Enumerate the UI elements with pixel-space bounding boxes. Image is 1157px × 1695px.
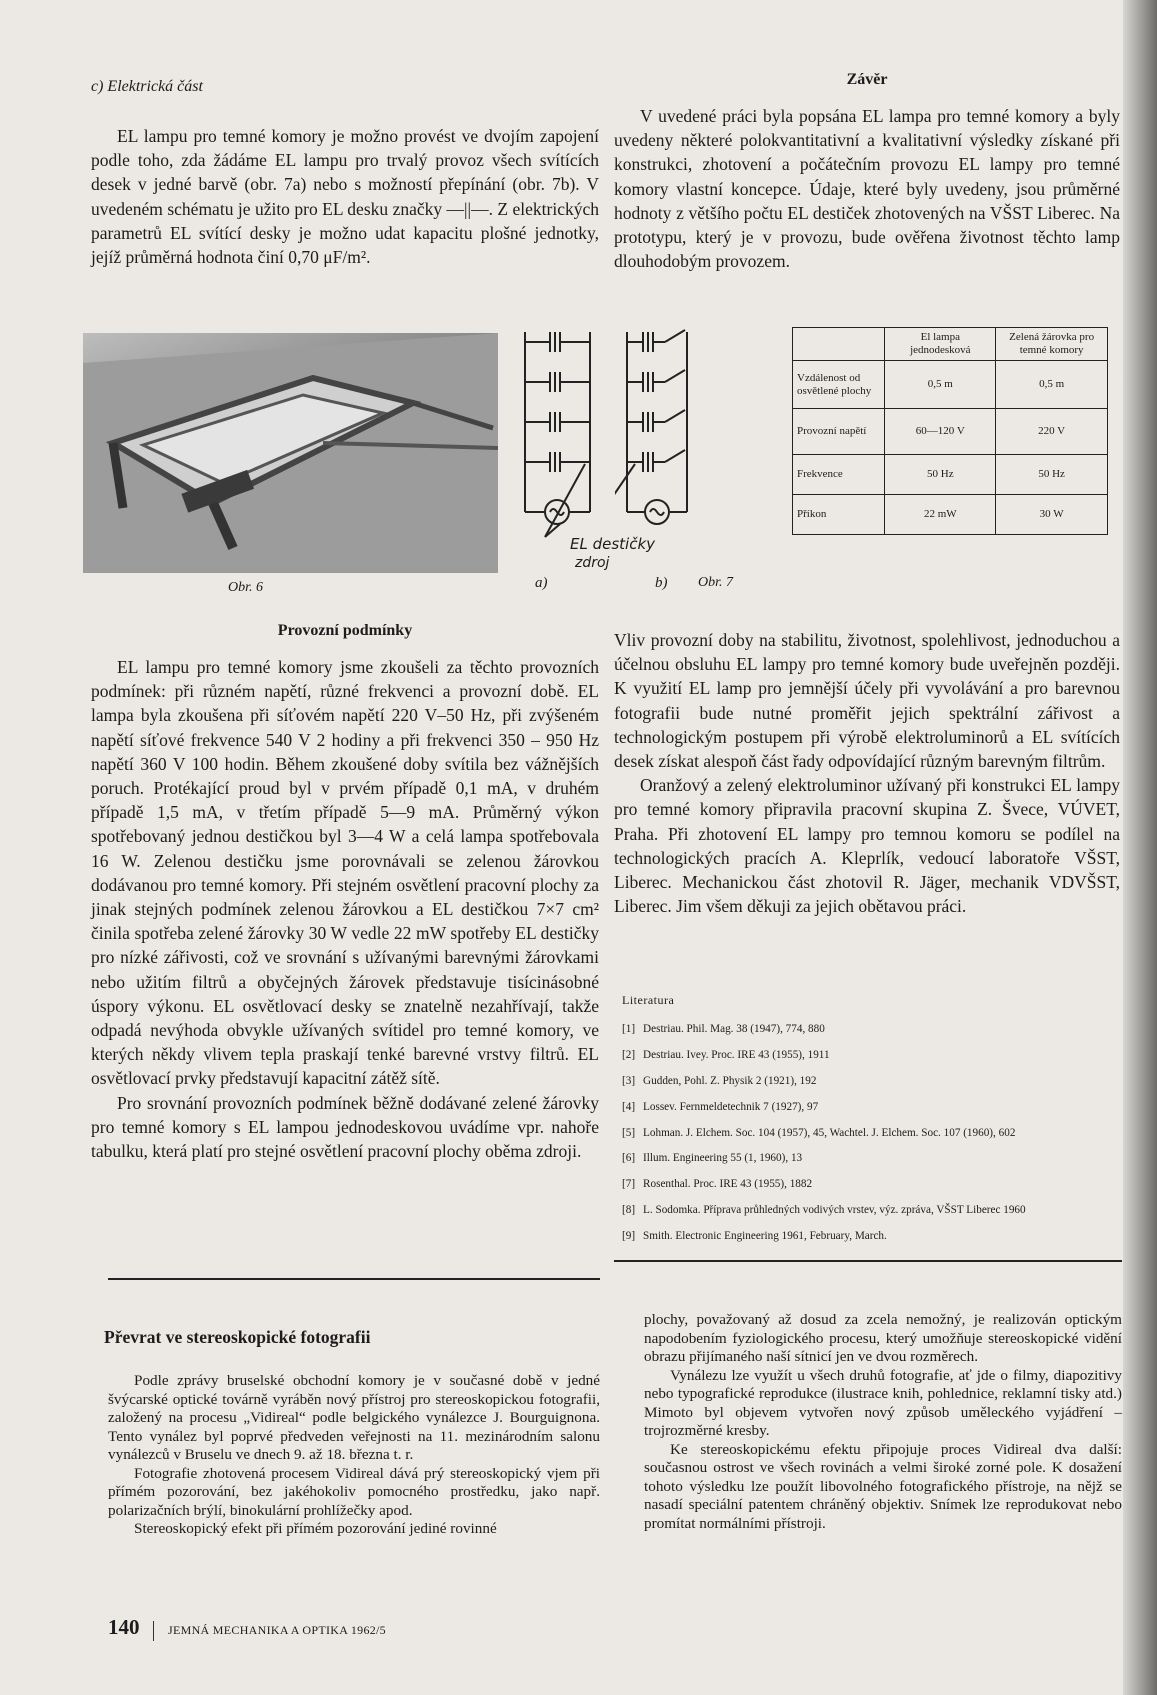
separator-left bbox=[108, 1278, 600, 1280]
figure-7a-label: a) bbox=[535, 575, 548, 591]
table-row bbox=[793, 495, 1108, 535]
reference-item: [5] Lohman. J. Elchem. Soc. 104 (1957), 45, Wachtel. J. Elchem. Soc. 107 (1960), 602 bbox=[622, 1126, 1016, 1139]
figure-7-label-source: zdroj bbox=[575, 555, 610, 571]
lamp-photo-illustration bbox=[83, 333, 498, 573]
paragraph-stability: Vliv provozní doby na stabilitu, životnost, spolehlivost, jednoduchou a účelnou obsluhu EL lampy pro temné komory bude uveřejněn později. K využití EL lamp pro jemnější účely při vyvolávání a pro barevnou fotografii bude nutné proměřit jejich spektrální zářivost a technologickým postupem při výrobě elektroluminorů a EL svítících desek získat alespoň část řady odpovídající různým barevným filtrům. bbox=[614, 630, 1120, 772]
conclusion-body bbox=[614, 104, 1120, 273]
operating-conditions-title: Provozní podmínky bbox=[277, 622, 413, 639]
reference-item: [2] Destriau. Ivey. Proc. IRE 43 (1955), 1911 bbox=[622, 1048, 830, 1061]
table-row-label: Příkon bbox=[793, 495, 885, 535]
article-right-column bbox=[644, 1311, 1122, 1533]
article-paragraph: plochy, považovaný až dosud za zcela nemožný, je realizován optickým napodobením fyziologického procesu, který umožňuje stereoskopické vidění obrazu přijímaného naší sítnicí jen ve dvou rozměrech. bbox=[644, 1311, 1122, 1365]
figure-6-caption: Obr. 6 bbox=[228, 580, 264, 595]
table-cell: 0,5 m bbox=[885, 361, 996, 409]
reference-item: [3] Gudden, Pohl. Z. Physik 2 (1921), 192 bbox=[622, 1074, 817, 1087]
figure-7b-label: b) bbox=[655, 575, 668, 591]
conclusion-title: Závěr bbox=[846, 71, 888, 88]
table-cell: 0,5 m bbox=[996, 361, 1108, 409]
paragraph-comparison: Pro srovnání provozních podmínek běžně dodávané zelené žárovky pro temné komory s EL lampou jednodeskovou uvádíme vpr. nahoře tabulku, která platí pro stejné osvětlení pracovní plochy oběma zdroji. bbox=[91, 1092, 599, 1162]
table-cell: 50 Hz bbox=[885, 455, 996, 495]
comparison-table bbox=[792, 327, 1108, 535]
table-row-label: Provozní napětí bbox=[793, 409, 885, 455]
table-row-label: Vzdálenost od osvětlené plochy bbox=[793, 361, 885, 409]
comparison-table-wrap bbox=[792, 327, 1108, 535]
table-row-label: Frekvence bbox=[793, 455, 885, 495]
reference-item: [4] Lossev. Fernmeldetechnik 7 (1927), 97 bbox=[622, 1100, 819, 1113]
table-cell: 50 Hz bbox=[996, 455, 1108, 495]
right-column-body bbox=[614, 628, 1120, 918]
table-cell: 22 mW bbox=[885, 495, 996, 535]
article-title: Převrat ve stereoskopické fotografii bbox=[104, 1327, 371, 1347]
article-paragraph: Ke stereoskopickému efektu připojuje proces Vidireal dva další: současnou ostrost ve všech rovinách a velmi široké zorné pole. K dosažení tohoto výsledku lze použít libovolného fotografického přístroje, na nějž se nasadí speciální patentem chráněný objektiv. Snímek lze reprodukovat nebo promítat normálními přístroji. bbox=[644, 1440, 1122, 1532]
figure-6-photo bbox=[83, 333, 498, 573]
section-heading: c) Elektrická část bbox=[91, 78, 203, 95]
separator-right bbox=[614, 1260, 1122, 1262]
article-paragraph: Fotografie zhotovená procesem Vidireal dává prý stereoskopický vjem při přímém pozorování, bez jakéhokoliv pomocného prostředku, jako např. polarizačních brýlí, binokulární prohlížečky apod. bbox=[108, 1464, 600, 1519]
reference-item: [8] L. Sodomka. Příprava průhledných vodivých vrstev, výz. zpráva, VŠST Liberec 1960 bbox=[622, 1204, 1026, 1217]
footer-divider bbox=[153, 1621, 154, 1641]
reference-item: [1] Destriau. Phil. Mag. 38 (1947), 774, 880 bbox=[622, 1023, 825, 1035]
page-edge-shadow bbox=[1123, 0, 1157, 1695]
references-list bbox=[622, 1023, 1122, 1256]
table-header-bulb: Zelená žárovka pro temné komory bbox=[996, 328, 1108, 361]
article-paragraph: Podle zprávy bruselské obchodní komory je v současné době v jedné švýcarské optické továrně vyráběn nový přístroj pro stereoskopickou fotografii, založený na procesu „Vidireal“ podle belgického vynálezce J. Bourguignona. Tento vynález byl poprvé předveden veřejnosti na 11. mezinárodním salonu vynálezců v Bruselu ve dnech 9. až 18. března t. r. bbox=[108, 1372, 600, 1463]
article-paragraph: Stereoskopický efekt při přímém pozorování jediné rovinné bbox=[134, 1520, 497, 1537]
figure-7-caption: Obr. 7 bbox=[698, 575, 734, 590]
reference-item: [7] Rosenthal. Proc. IRE 43 (1955), 1882 bbox=[622, 1178, 813, 1191]
page-footer bbox=[108, 1615, 386, 1641]
table-cell: 220 V bbox=[996, 409, 1108, 455]
left-intro bbox=[91, 124, 599, 269]
reference-item: [9] Smith. Electronic Engineering 1961, February, March. bbox=[622, 1230, 887, 1243]
article-paragraph: Vynálezu lze využít u všech druhů fotografie, ať jde o filmy, diapozitivy nebo typografické reprodukce (ilustrace knih, pohlednice, reklamní tisky atd.) Mimoto byl objevem vytvořen nový způsob uměleckého vyjádření – trojrozměrné kresby. bbox=[644, 1366, 1122, 1439]
journal-name: JEMNÁ MECHANIKA A OPTIKA 1962/5 bbox=[168, 1623, 386, 1637]
reference-item: [6] Illum. Engineering 55 (1, 1960), 13 bbox=[622, 1152, 803, 1165]
table-row bbox=[793, 361, 1108, 409]
table-row bbox=[793, 409, 1108, 455]
paragraph-operating: EL lampu pro temné komory jsme zkoušeli za těchto provozních podmínek: při různém napětí, různé frekvenci a provozní době. EL lampa byla zkoušena při síťovém napětí 220 V–50 Hz, při zvýšeném napětí síťové frekvence 540 V 2 hodiny a při frekvenci 350 – 950 Hz napětí 360 V 100 hodin. Během zkoušené doby svítila bez vážnějších poruch. Protékající proud byl v prvém případě 0,1 mA, v druhém případě 1,5 mA, v třetím případě 5—9 mA. Průměrný výkon spotřebovaný jednou destičkou byl 3—4 W a celá lampa spotřebovala 16 W. Zelenou destičku jsme porovnávali se zelenou žárovkou dodávanou pro temné komory. Při stejném osvětlení pracovní plochy za jinak stejných podmínek zelenou žárovkou a EL destičkou 7×7 cm² činila spotřeba zelené žárovky 30 W vedle 22 mW spotřeby EL destičky pro nízké zářivosti, což ve srovnání s užívanými barevnými žárovkami nebo užitím filtrů a obyčejných žárovek představuje tisícinásobné úspory výkonu. EL osvětlovací desky se znatelně nezahřívají, takže odpadá nevýhoda obvykle užívaných svítidel pro temné komory, ve kterých někdy vlivem tepla praskají tenké barevné vrstvy filtrů. EL osvětlovací prvky představují kapacitní zátěž sítě. bbox=[91, 657, 599, 1089]
table-row bbox=[793, 455, 1108, 495]
table-header-empty bbox=[793, 328, 885, 361]
paragraph-conclusion: V uvedené práci byla popsána EL lampa pro temné komory a byly uvedeny některé polokvantitativní a kvalitativní výsledky získané při konstrukci, zhotovení a počátečním provozu EL lampy pro temné komory vlastní koncepce. Údaje, které byly uvedeny, jsou průměrné hodnoty z většího počtu EL destiček zhotovených na VŠST Liberec. Na prototypu, který je v provozu, bude ověřena životnost těchto lamp dlouhodobým provozem. bbox=[614, 106, 1120, 272]
operating-conditions-body bbox=[91, 655, 599, 1163]
article-left-column bbox=[108, 1372, 600, 1539]
references-title: Literatura bbox=[622, 993, 675, 1007]
table-cell: 60—120 V bbox=[885, 409, 996, 455]
paragraph-acknowledgement: Oranžový a zelený elektroluminor užívaný při konstrukci EL lampy pro temné komory připravila pracovní skupina Z. Švece, VÚVET, Praha. Při zhotovení EL lampy pro temnou komoru se podílel na technologických pracích A. Kleprlík, vedoucí laboratoře VŠST, Liberec. Mechanickou část zhotovil R. Jäger, mechanik VDVŠST, Liberec. Jim všem děkuji za jejich obětavou práci. bbox=[614, 775, 1120, 917]
table-cell: 30 W bbox=[996, 495, 1108, 535]
paragraph-electrical: EL lampu pro temné komory je možno provést ve dvojím zapojení podle toho, zda žádáme EL lampu pro trvalý provoz všech svítících desek v jedné barvě (obr. 7a) nebo s možností přepínání (obr. 7b). V uvedeném schématu je užito pro EL desku značky —||—. Z elektrických parametrů EL svítící desky je možno udat kapacitu plošné jednotky, jejíž průměrná hodnota činí 0,70 μF/m². bbox=[91, 126, 599, 268]
page-number: 140 bbox=[108, 1615, 140, 1639]
table-header-el: El lampa jednodesková bbox=[885, 328, 996, 361]
figure-7-label-el: EL destičky bbox=[570, 535, 656, 553]
